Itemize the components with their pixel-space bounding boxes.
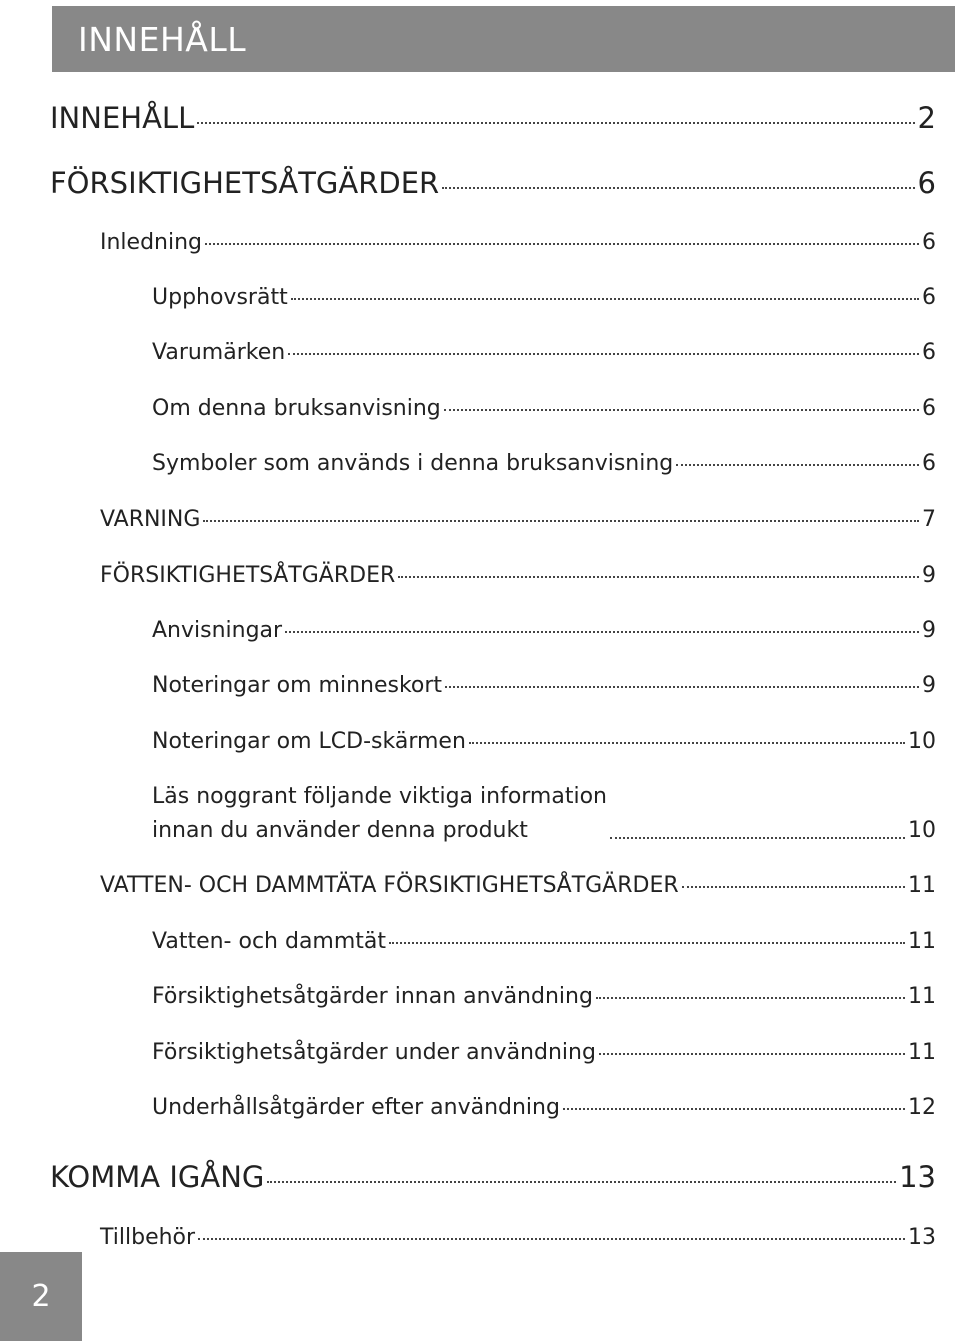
toc-entry-label: Upphovsrätt [152, 285, 288, 310]
toc-entry-label: VARNING [100, 507, 201, 532]
toc-entry-innehall[interactable] [50, 101, 936, 135]
toc-entry-label: INNEHÅLL [50, 101, 195, 135]
dot-leader [291, 298, 919, 300]
toc-entry-page: 10 [908, 818, 936, 843]
toc-entry-page: 11 [908, 984, 936, 1009]
dot-leader [469, 742, 905, 744]
toc-entry-noteringar-minneskort[interactable] [152, 673, 936, 698]
toc-entry-innan-anvandning[interactable] [152, 984, 936, 1009]
toc-entry-page: 13 [908, 1225, 936, 1250]
toc-entry-page: 6 [922, 230, 936, 255]
toc-entry-noteringar-lcd[interactable] [152, 729, 936, 754]
toc-entry-under-anvandning[interactable] [152, 1040, 936, 1065]
toc-entry-las-noggrant[interactable] [152, 780, 936, 848]
toc-entry-varning[interactable] [100, 507, 936, 532]
toc-entry-label: Inledning [100, 230, 203, 255]
toc-entry-label: Noteringar om LCD-skärmen [152, 729, 466, 754]
toc-entry-page: 6 [922, 396, 936, 421]
toc-entry-forsiktighetsatgarder[interactable] [50, 166, 936, 200]
toc-entry-page: 9 [922, 618, 936, 643]
dot-leader [682, 886, 905, 888]
toc-entry-label: Anvisningar [152, 618, 283, 643]
dot-leader [285, 631, 919, 633]
toc-entry-forsiktighetsatgarder-sub[interactable] [100, 563, 936, 588]
toc-entry-page: 13 [899, 1160, 936, 1194]
dot-leader [198, 1238, 905, 1240]
toc-entry-page: 6 [922, 340, 936, 365]
toc-entry-vatten-och-dammtat[interactable] [152, 929, 936, 954]
toc-entry-inledning[interactable] [100, 230, 936, 255]
toc-entry-page: 6 [922, 451, 936, 476]
toc-entry-label: Noteringar om minneskort [152, 673, 443, 698]
toc-entry-upphovsratt[interactable] [152, 285, 936, 310]
dot-leader [442, 187, 914, 189]
dot-leader [267, 1181, 896, 1183]
toc-entry-label: Symboler som används i denna bruksanvisning [152, 451, 674, 476]
dot-leader [599, 1053, 905, 1055]
toc-entry-page: 7 [922, 507, 936, 532]
page-number-tab [0, 1252, 82, 1341]
toc-entry-label: Tillbehör [100, 1225, 196, 1250]
dot-leader [610, 837, 905, 839]
toc-entry-label: KOMMA IGÅNG [50, 1160, 265, 1194]
section-header-bar [52, 6, 955, 72]
dot-leader [288, 353, 919, 355]
section-title: INNEHÅLL [78, 19, 247, 59]
toc-entry-label: Varumärken [152, 340, 286, 365]
dot-leader [398, 576, 919, 578]
toc-entry-page: 10 [908, 729, 936, 754]
toc-entry-label [152, 780, 607, 848]
toc-entry-label: Försiktighetsåtgärder under användning [152, 1040, 596, 1065]
toc-entry-label: VATTEN- OCH DAMMTÄTA FÖRSIKTIGHETSÅTGÄRDER [100, 873, 679, 898]
toc-entry-page: 6 [922, 285, 936, 310]
dot-leader [445, 686, 919, 688]
toc-entry-page: 9 [922, 563, 936, 588]
toc-entry-page: 9 [922, 673, 936, 698]
toc-entry-page: 11 [908, 873, 936, 898]
toc-entry-label: FÖRSIKTIGHETSÅTGÄRDER [100, 563, 396, 588]
toc-entry-page: 2 [917, 101, 936, 135]
toc-entry-label-line2: innan du använder denna produkt [152, 818, 528, 843]
toc-entry-label: Vatten- och dammtät [152, 929, 387, 954]
toc-entry-page: 11 [908, 929, 936, 954]
dot-leader [197, 122, 914, 124]
toc-entry-vatten-dammtata[interactable] [100, 873, 936, 898]
page-number: 2 [31, 1279, 51, 1314]
toc-entry-page: 11 [908, 1040, 936, 1065]
toc-entry-anvisningar[interactable] [152, 618, 936, 643]
toc-entry-page: 6 [917, 166, 936, 200]
dot-leader [596, 997, 905, 999]
toc-entry-underhallsatgarder[interactable] [152, 1095, 936, 1120]
toc-entry-tillbehor[interactable] [100, 1225, 936, 1250]
toc-entry-symboler[interactable] [152, 451, 936, 476]
dot-leader [444, 409, 919, 411]
dot-leader [389, 942, 905, 944]
toc-entry-label-line1: Läs noggrant följande viktiga information [152, 784, 607, 809]
dot-leader [563, 1108, 905, 1110]
toc-entry-label: Försiktighetsåtgärder innan användning [152, 984, 593, 1009]
toc-entry-komma-igang[interactable] [50, 1160, 936, 1194]
dot-leader [205, 243, 919, 245]
toc-entry-om-denna-bruksanvisning[interactable] [152, 396, 936, 421]
toc-entry-label: Underhållsåtgärder efter användning [152, 1095, 560, 1120]
dot-leader [676, 464, 919, 466]
toc-entry-varumarken[interactable] [152, 340, 936, 365]
dot-leader [203, 520, 919, 522]
toc-entry-label: FÖRSIKTIGHETSÅTGÄRDER [50, 166, 440, 200]
toc-entry-page: 12 [908, 1095, 936, 1120]
toc-entry-label: Om denna bruksanvisning [152, 396, 441, 421]
